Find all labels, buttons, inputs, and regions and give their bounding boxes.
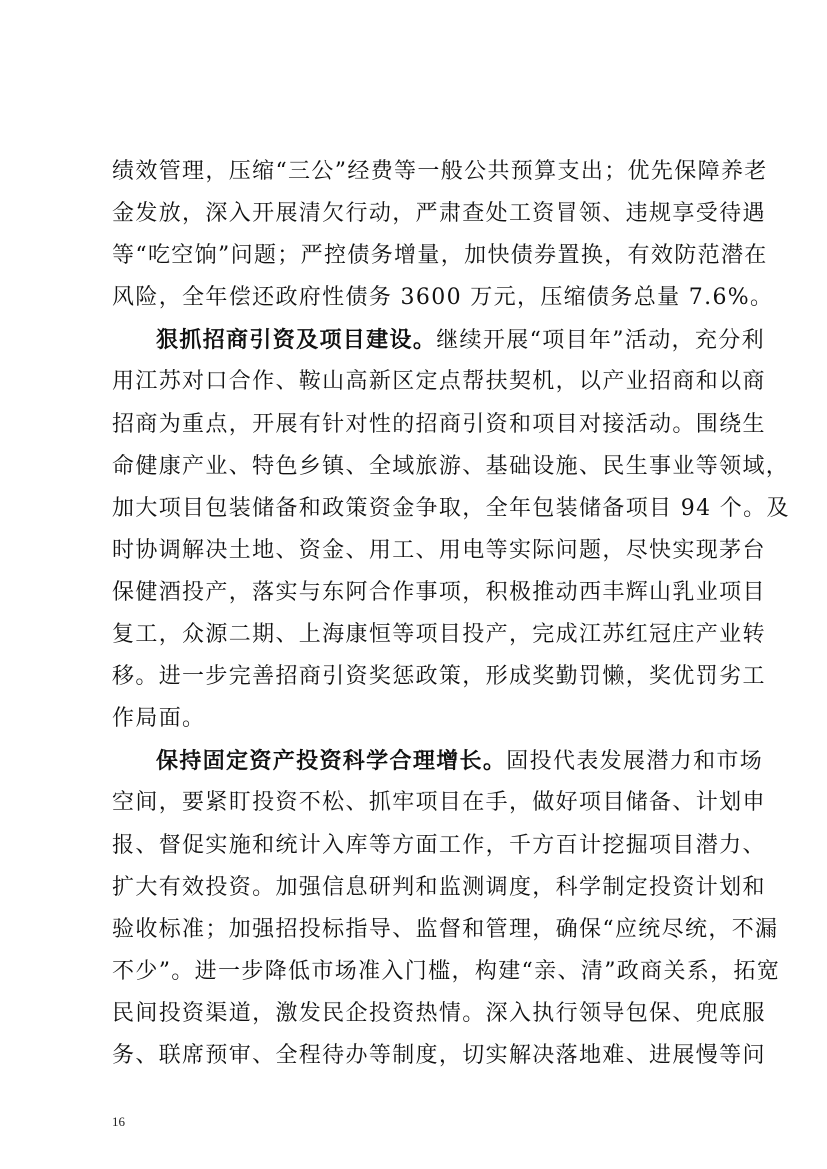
text-line: 复工，众源二期、上海康恒等项目投产，完成江苏红冠庄产业转 <box>112 622 766 648</box>
text-run: 继续开展“项目年”活动，充分利 <box>436 328 765 354</box>
text-line: 命健康产业、特色乡镇、全域旅游、基础设施、民生事业等领域， <box>112 453 790 479</box>
text-line: 招商为重点，开展有针对性的招商引资和项目对接活动。围绕生 <box>112 411 766 437</box>
text-line: 验收标准；加强招投标指导、监督和管理，确保“应统尽统，不漏 <box>112 916 779 942</box>
text-line: 民间投资渠道，激发民企投资热情。深入执行领导包保、兜底服 <box>112 1000 766 1026</box>
text-line: 务、联席预审、全程待办等制度，切实解决落地难、进展慢等问 <box>112 1042 766 1068</box>
text-line: 不少”。进一步降低市场准入门槛，构建“亲、清”政商关系，拓宽 <box>112 958 781 984</box>
text-line: 金发放，深入开展清欠行动，严肃查处工资冒领、违规享受待遇 <box>112 201 766 227</box>
paragraph-start-investment <box>112 319 765 361</box>
text-line: 空间，要紧盯投资不松、抓牢项目在手，做好项目储备、计划申 <box>112 790 766 816</box>
text-line: 用江苏对口合作、鞍山高新区定点帮扶契机，以产业招商和以商 <box>112 369 766 395</box>
text-line: 风险，全年偿还政府性债务 3600 万元，压缩债务总量 7.6%。 <box>112 285 774 311</box>
text-line: 绩效管理，压缩“三公”经费等一般公共预算支出；优先保障养老 <box>112 159 768 184</box>
text-line: 时协调解决土地、资金、用工、用电等实际问题，尽快实现茅台 <box>112 537 766 563</box>
page-number: 16 <box>112 1114 125 1129</box>
text-run: 固投代表发展潜力和市场 <box>506 749 764 775</box>
text-line: 加大项目包装储备和政策资金争取，全年包装储备项目 94 个。及 <box>112 495 790 521</box>
text-line: 扩大有效投资。加强信息研判和监测调度，科学制定投资计划和 <box>112 874 766 900</box>
text-line: 等“吃空饷”问题；严控债务增量，加快债券置换，有效防范潜在 <box>112 243 768 269</box>
text-line: 报、督促实施和统计入库等方面工作，千方百计挖掘项目潜力、 <box>112 832 766 858</box>
paragraph-heading-investment: 狠抓招商引资及项目建设。 <box>156 327 437 354</box>
paragraph-heading-fixed-assets: 保持固定资产投资科学合理增长。 <box>156 748 507 775</box>
text-line: 保健酒投产，落实与东阿合作事项，积极推动西丰辉山乳业项目 <box>112 579 766 605</box>
paragraph-start-fixed-assets <box>112 740 764 782</box>
body-text <box>112 151 790 1077</box>
text-line: 作局面。 <box>112 706 206 732</box>
text-line: 移。进一步完善招商引资奖惩政策，形成奖勤罚懒，奖优罚劣工 <box>112 664 766 690</box>
